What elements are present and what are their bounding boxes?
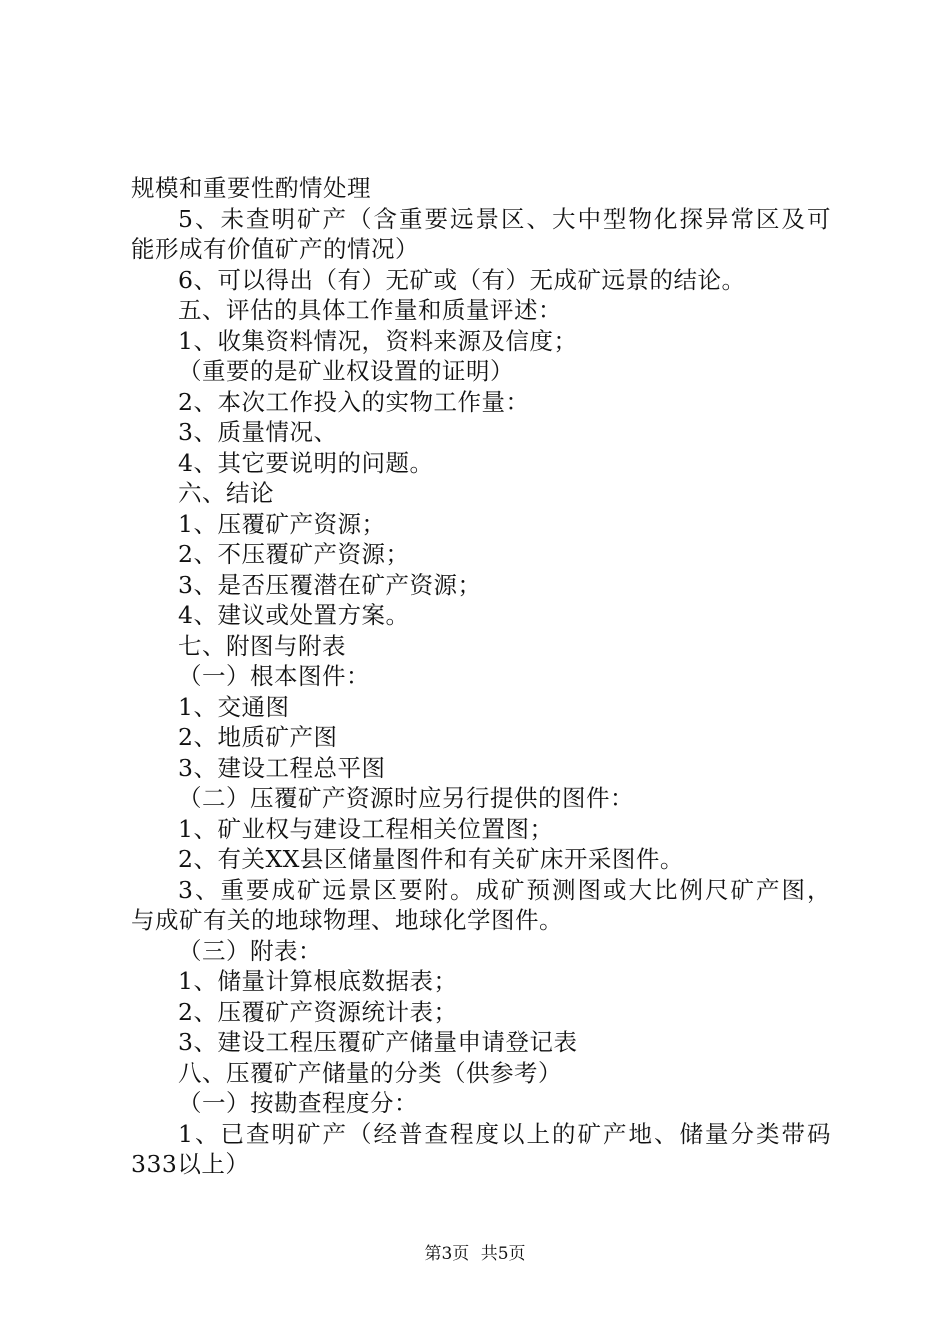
text-line: 3、是否压覆潜在矿产资源；: [178, 570, 482, 599]
text-line: 1、已查明矿产（经普查程度以上的矿产地、储量分类带码: [178, 1119, 831, 1148]
text-line: 1、收集资料情况，资料来源及信度；: [178, 326, 578, 355]
page-total: 共5页: [480, 1244, 526, 1264]
text-line: 2、有关XX县区储量图件和有关矿床开采图件。: [178, 845, 684, 873]
subsection-heading: （三）附表：: [178, 936, 322, 965]
section-heading: 六、结论: [178, 479, 274, 507]
text-line: 3、质量情况、: [178, 418, 338, 446]
text-line: 2、压覆矿产资源统计表；: [178, 997, 458, 1026]
text-line: 1、交通图: [178, 692, 290, 721]
text-line: 3、建设工程总平图: [178, 753, 386, 782]
text-line: 3、建设工程压覆矿产储量申请登记表: [178, 1028, 578, 1056]
text-line: 能形成有价值矿产的情况）: [131, 235, 419, 263]
text-line: 333以上）: [131, 1150, 250, 1178]
subsection-heading: （一）根本图件：: [178, 662, 370, 690]
text-line: 5、未查明矿产（含重要远景区、大中型物化探异常区及可: [178, 204, 831, 233]
subsection-heading: （一）按勘查程度分：: [178, 1089, 418, 1117]
section-heading: 八、压覆矿产储量的分类（供参考）: [178, 1058, 562, 1087]
page-number: 第3页: [424, 1244, 470, 1264]
text-line: 3、重要成矿远景区要附。成矿预测图或大比例尺矿产图，: [178, 875, 831, 904]
text-line: 2、不压覆矿产资源；: [178, 540, 410, 568]
text-line: 与成矿有关的地球物理、地球化学图件。: [131, 906, 563, 934]
text-line: 规模和重要性酌情处理: [131, 174, 371, 202]
text-line: 4、建议或处置方案。: [178, 601, 410, 629]
text-line: 1、压覆矿产资源；: [178, 509, 386, 538]
text-line: 6、可以得出（有）无矿或（有）无成矿远景的结论。: [178, 265, 746, 294]
page-footer: [0, 1243, 950, 1265]
text-line: 1、矿业权与建设工程相关位置图；: [178, 814, 554, 843]
text-line: （重要的是矿业权设置的证明）: [178, 357, 514, 385]
section-heading: 五、评估的具体工作量和质量评述：: [178, 296, 562, 324]
text-line: 1、储量计算根底数据表；: [178, 967, 458, 995]
text-line: 4、其它要说明的问题。: [178, 448, 434, 477]
section-heading: 七、附图与附表: [178, 631, 346, 660]
text-line: 2、地质矿产图: [178, 723, 338, 751]
text-line: 2、本次工作投入的实物工作量：: [178, 387, 530, 416]
subsection-heading: （二）压覆矿产资源时应另行提供的图件：: [178, 784, 634, 812]
document-body: [131, 173, 831, 1180]
